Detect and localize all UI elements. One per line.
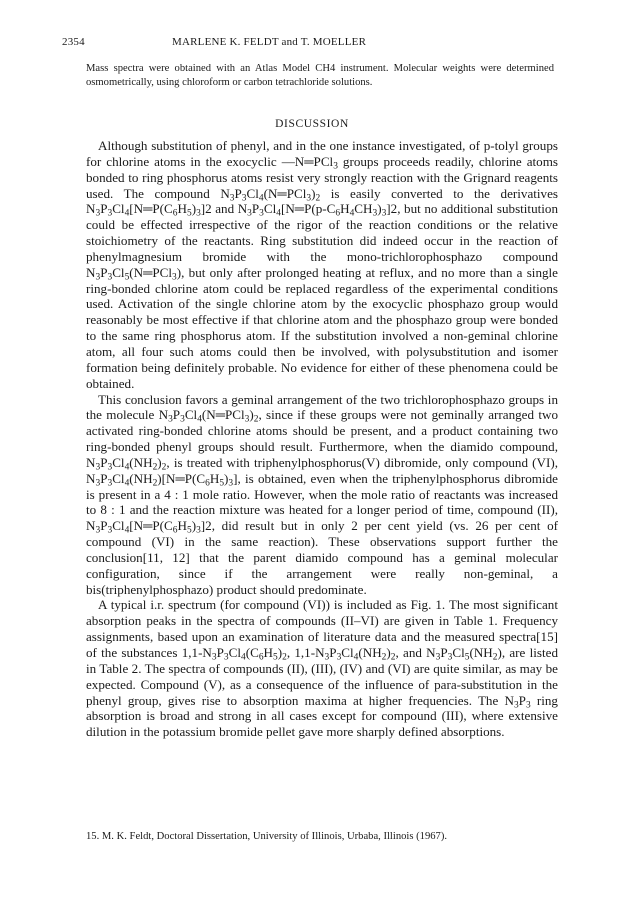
footnote: 15. M. K. Feldt, Doctoral Dissertation, University of Illinois, Urbaba, Illinois (1967).	[86, 831, 448, 842]
discussion-body	[86, 138, 558, 740]
paragraph: Although substitution of phenyl, and in the one instance investigated, of p-tolyl groups for chlorine atoms in the exocyclic —N═PCl$_3$ groups proceeds readily, chlorine atoms bonded to ring phosphorus atoms resist very strongly reaction with the Grignard reagents used. The compound $N_3P_3Cl_4(N═PCl_3)_2$ is easily converted to the derivatives $N_3P_3Cl_4[N═P(C_6H_5)_3]2$ and $N_3P_3Cl_4[N═P(p-C_6H_4CH_3)_3]2$, but no additional substitution could be effected irrespective of the rigor of the reaction conditions or the relative stoichiometry of the reactants. Ring substitution did indeed occur in the reaction of phenylmagnesium bromide with the mono-trichlorophosphazo compound $N_3P_3Cl_5(N═PCl_3)$, but only after prolonged heating at reflux, and no more than a single ring-bonded chlorine atom could be replaced regardless of the experimental conditions used. Activation of the single chlorine atom by the exocyclic phosphazo group would reasonably be most effective if that chlorine atom and the phosphazo group were bonded to the same ring phosphorus atom. If the substitution involved a non-geminal chlorine atom, all four such atoms could then be involved, with polysubstitution and isomer formation being definitely probable. No evidence for either of these phenomena could be obtained.	[86, 138, 558, 391]
paragraph: A typical i.r. spectrum (for compound (VI)) is included as Fig. 1. The most significant absorption peaks in the spectra of compounds (II–VI) are given in Table 1. Frequency assignments, based upon an examination of literature data and the measured spectra[15] of the substances $1,1-N_3P_3Cl_4(C_6H_5)_2$, $1,1-N_3P_3Cl_4(NH_2)_2$, and $N_3P_3Cl_5(NH_2)$, are listed in Table 2. The spectra of compounds (II), (III), (IV) and (VI) are quite similar, as may be expected. Compound (V), as a consequence of the influence of para-substitution in the phenyl group, gives rise to absorption maxima at higher frequencies. The $N_3P_3$ ring absorption is broad and strong in all cases except for compound (III), where extensive dilution in the potassium bromide pellet gave more sharply defined absorptions.	[86, 597, 558, 740]
paragraph: This conclusion favors a geminal arrangement of the two trichlorophosphazo groups in the molecule $N_3P_3Cl_4(N═PCl_3)_2$, since if these groups were not geminally arranged two activated ring-bonded chlorine atoms should be present, and a product containing two ring-bonded phenyl groups should result. Furthermore, when the diamido compound, $N_3P_3Cl_4(NH_2)_2$, is treated with triphenylphosphorus(V) dibromide, only compound (VI), $N_3P_3Cl_4(NH_2)[N═P(C_6H_5)_3]$, is obtained, even when the triphenylphosphorus dibromide is present in a 4 : 1 mole ratio. However, when the mole ratio of reactants was increased to 8 : 1 and the reaction mixture was heated for a longer period of time, compound (II), $N_3P_3Cl_4[N═P(C_6H_5)_3]2$, did result but in only 2 per cent yield (vs. 26 per cent of compound (VI) in the same reaction). These observations support further the conclusion[11, 12] that the parent diamido compound has a geminal molecular configuration, since if the arrangement were really non-geminal, a bis(triphenylphosphazo) product should predominate.	[86, 391, 558, 597]
running-head-authors: MARLENE K. FELDT and T. MOELLER	[172, 36, 367, 48]
page-number: 2354	[62, 36, 85, 48]
section-heading: DISCUSSION	[275, 118, 349, 130]
methods-note: Mass spectra were obtained with an Atlas Model CH4 instrument. Molecular weights were determined osmometrically, using chloroform or carbon tetrachloride solutions.	[86, 63, 554, 88]
